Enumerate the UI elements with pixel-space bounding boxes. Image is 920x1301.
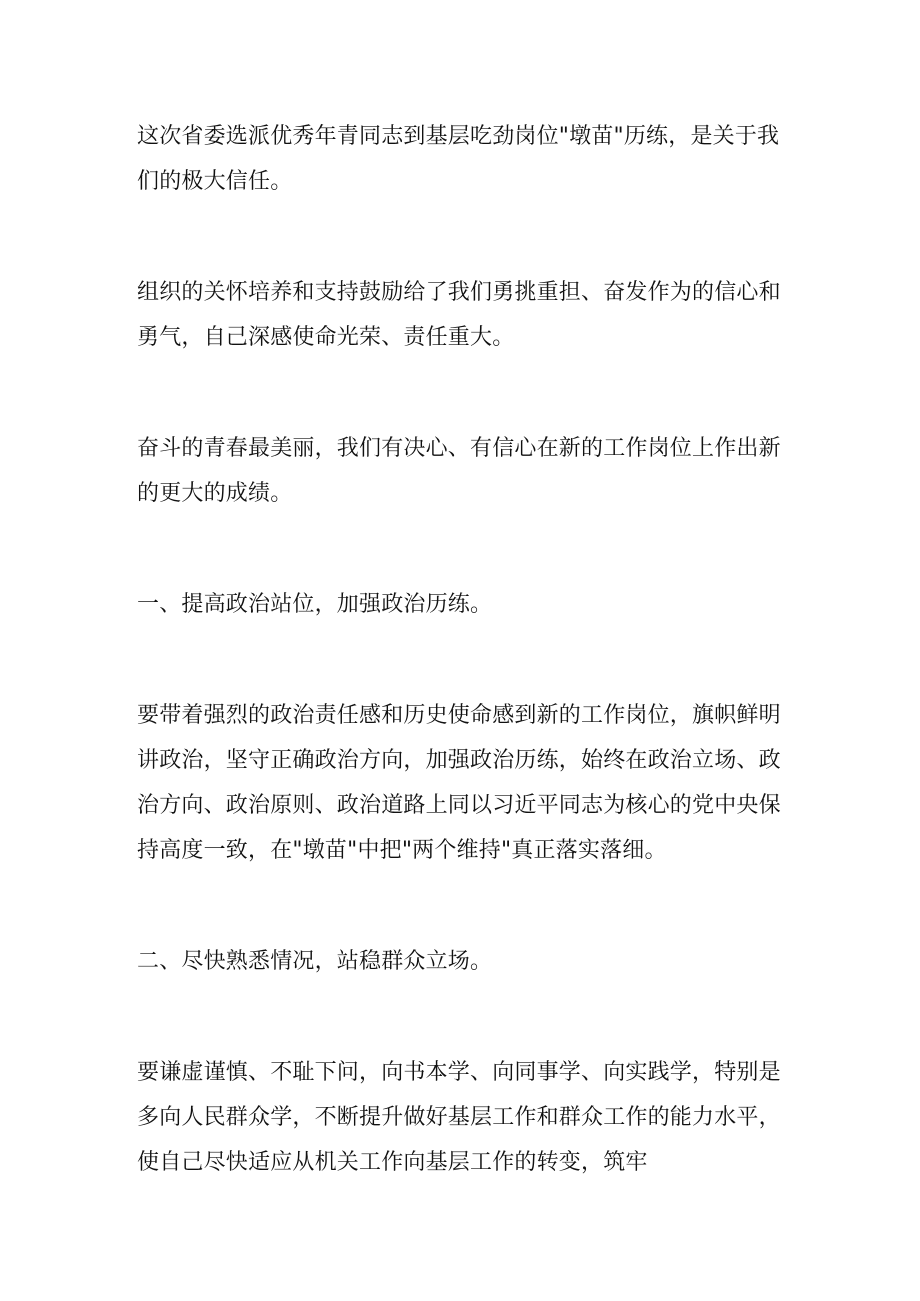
paragraph-youth-struggle: 奋斗的青春最美丽，我们有决心、有信心在新的工作岗位上作出新的更大的成绩。 <box>137 436 781 506</box>
paragraph-learn-from-people: 要谦虚谨慎、不耻下问，向书本学、向同事学、向实践学，特别是多向人民群众学，不断提升做好基层工作和群众工作的能力水平，使自己尽快适应从机关工作向基层工作的转变，筑牢 <box>137 1060 781 1175</box>
document-body <box>137 114 797 1251</box>
paragraph-organization-support: 组织的关怀培养和支持鼓励给了我们勇挑重担、奋发作为的信心和勇气，自己深感使命光荣、责任重大。 <box>137 280 781 350</box>
paragraph-intro-trust: 这次省委选派优秀年青同志到基层吃劲岗位"墩苗"历练，是关于我们的极大信任。 <box>137 124 780 194</box>
section-heading-political-standing: 一、提高政治站位，加强政治历练。 <box>137 592 493 617</box>
section-heading-mass-position: 二、尽快熟悉情况，站稳群众立场。 <box>137 949 493 974</box>
paragraph-political-responsibility: 要带着强烈的政治责任感和历史使命感到新的工作岗位，旗帜鲜明讲政治，坚守正确政治方向，加强政治历练，始终在政治立场、政治方向、政治原则、政治道路上同以习近平同志为核心的党中央保持高度一致，在"墩苗"中把"两个维持"真正落实落细。 <box>137 703 781 863</box>
